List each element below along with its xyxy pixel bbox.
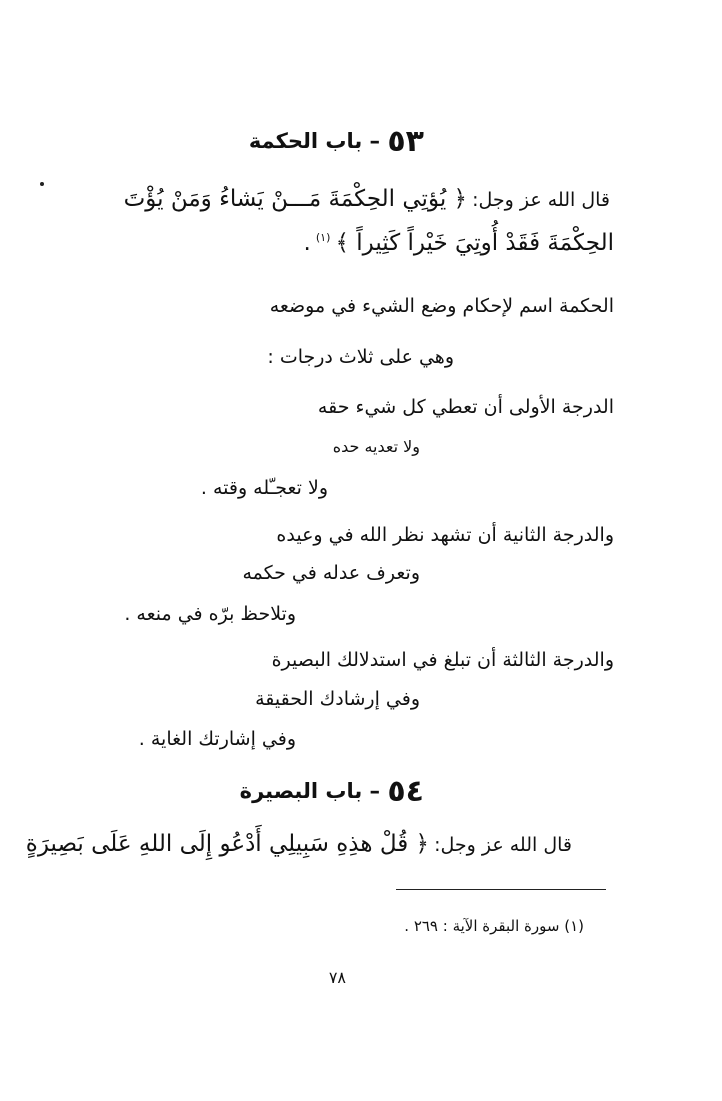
degree-2-line-1: والدرجة الثانية أن تشهد نظر الله في وعيده bbox=[276, 524, 614, 546]
degree-2-line-2: وتعرف عدله في حكمه bbox=[242, 562, 420, 584]
verse-1-end-dot: . bbox=[303, 230, 311, 256]
degree-1-line-3: ولا تعجـّله وقته . bbox=[200, 477, 328, 499]
degree-2-line-3: وتلاحظ برّه في منعه . bbox=[124, 603, 296, 625]
page-number: ٧٨ bbox=[328, 968, 346, 987]
verse-1-intro: قال الله عز وجل: bbox=[472, 189, 610, 211]
verse-1-line-2 bbox=[303, 230, 614, 256]
footnote-text: (١) سورة البقرة الآية : ٢٦٩ . bbox=[404, 917, 584, 935]
verse-2-intro: قال الله عز وجل: bbox=[434, 834, 572, 856]
degree-3-line-1: والدرجة الثالثة أن تبلغ في استدلالك البصيرة bbox=[271, 649, 614, 671]
definition-line: الحكمة اسم لإحكام وضع الشيء في موضعه bbox=[269, 295, 614, 317]
degree-1-line-1: الدرجة الأولى أن تعطي كل شيء حقه bbox=[317, 396, 614, 418]
chapter-54-heading bbox=[240, 774, 424, 809]
chapter-53-number: ٥٣ bbox=[387, 124, 424, 159]
degree-1-line-2: ولا تعديه حده bbox=[332, 437, 420, 456]
degree-3-line-3: وفي إشارتك الغاية . bbox=[138, 728, 296, 750]
verse-1-text-part2: الحِكْمَةَ فَقَدْ أُوتِيَ خَيْراً كَثِيراً ﴾ bbox=[335, 230, 614, 256]
chapter-54-title: – باب البصيرة bbox=[239, 779, 381, 803]
chapter-53-heading bbox=[249, 124, 424, 159]
verse-1-text-part1: ﴿ يُؤتِي الحِكْمَةَ مَـــنْ يَشاءُ وَمَنْ يُؤْتَ bbox=[123, 186, 468, 212]
chapter-53-title: – باب الحكمة bbox=[248, 129, 381, 153]
page-mark bbox=[40, 182, 44, 186]
footnote-reference: (١) bbox=[315, 231, 331, 244]
verse-1-line-1 bbox=[124, 186, 610, 212]
verse-2-text: ﴿ قُلْ هذِهِ سَبِيلِي أَدْعُو إِلَى اللهِ عَلَى بَصِيرَةٍ bbox=[25, 831, 430, 857]
degree-3-line-2: وفي إرشادك الحقيقة bbox=[255, 688, 420, 710]
verse-2-line bbox=[26, 831, 572, 857]
chapter-54-number: ٥٤ bbox=[387, 774, 424, 809]
footnote-separator bbox=[396, 889, 606, 890]
degrees-intro: وهي على ثلاث درجات : bbox=[267, 346, 454, 368]
